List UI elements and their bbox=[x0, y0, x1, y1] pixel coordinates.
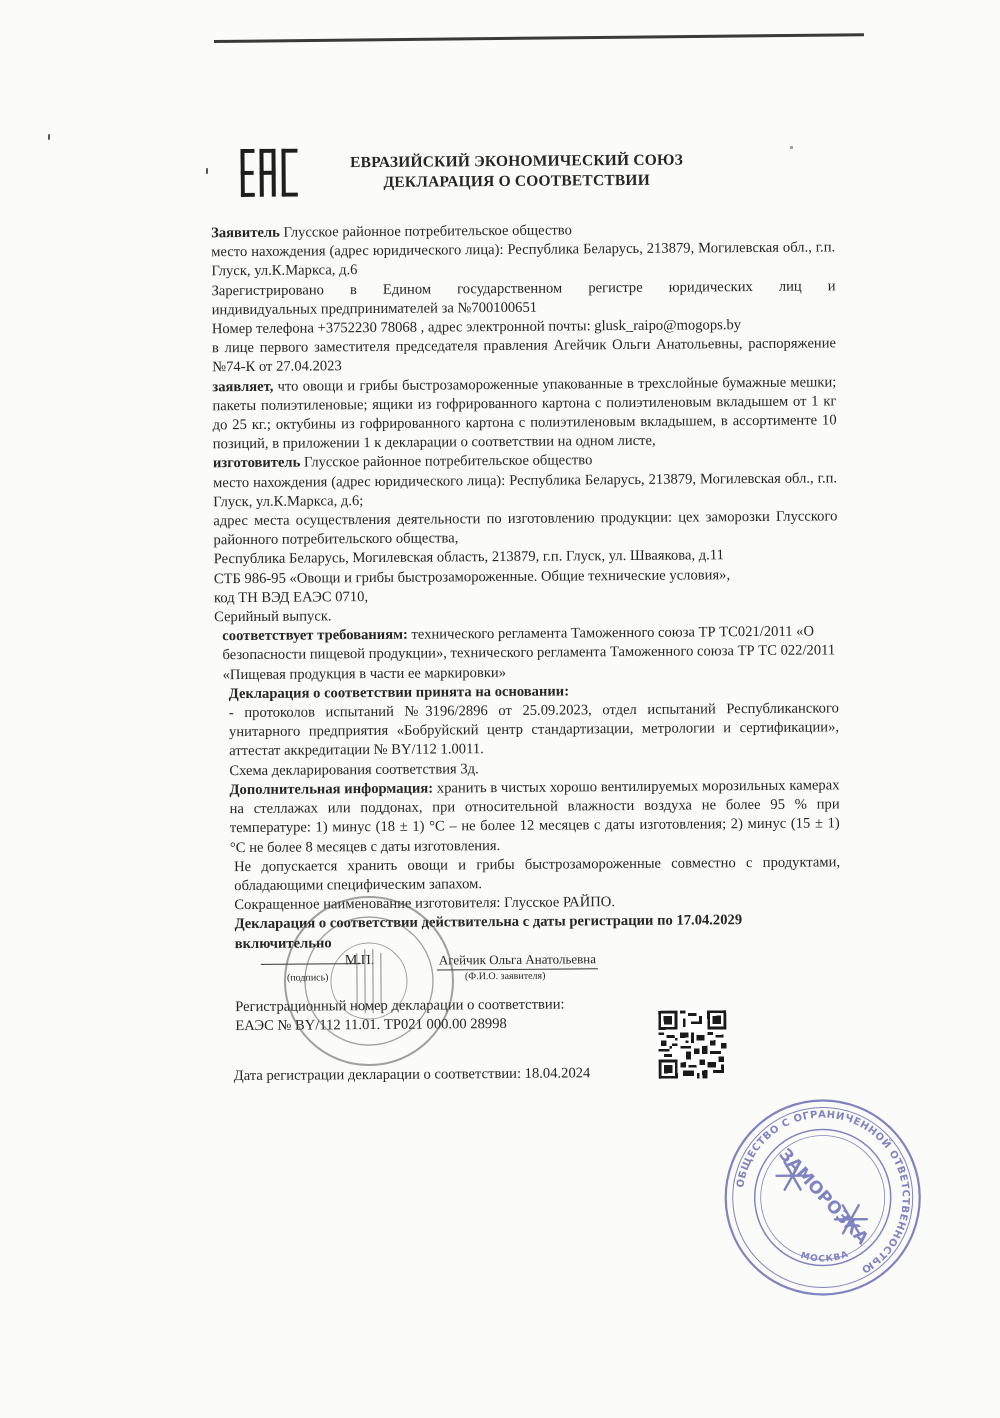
basis-protocols: - протоколов испытаний №3196/2896 от 25.09.2023, отдел испытаний Республиканского унитарного предприятия «Бобруйский центр стандартизации, метрологии и сертификации», аттестат аккредитации № BY/112 1.0011. bbox=[215, 699, 839, 762]
manufacturer-standard: СТБ 986-95 «Овощи и грибы быстрозамороженные. Общие технические условия», bbox=[214, 565, 838, 589]
eac-logo bbox=[240, 149, 298, 197]
signatory-name: Агейчик Ольга Анатольевна bbox=[437, 949, 598, 970]
basis-label: Декларация о соответствии принята на основании: bbox=[229, 683, 569, 702]
declares-paragraph bbox=[212, 373, 837, 455]
manufacturer-production-address-2: Республика Беларусь, Могилевская область, 213879, г.п. Глуск, ул. Шваякова, д.11 bbox=[214, 546, 838, 570]
manufacturer-code: код ТН ВЭД ЕАЭС 0710, bbox=[214, 584, 838, 608]
signatory-name-caption: (Ф.И.О. заявителя) bbox=[465, 966, 546, 986]
organization-seal bbox=[280, 892, 457, 1069]
declares-label: заявляет, bbox=[212, 378, 273, 394]
seal-outer-text: ОБЩЕСТВО С ОГРАНИЧЕННОЙ ОТВЕТСТВЕННОСТЬЮ bbox=[735, 1109, 912, 1276]
seal-city-text: МОСКВА bbox=[799, 1250, 850, 1265]
registration-number: ЕАЭС № BY/112 11.01. ТР021 000.00 28998 bbox=[217, 1012, 841, 1036]
compliance-paragraph bbox=[214, 623, 838, 686]
applicant-label: Заявитель bbox=[211, 225, 280, 242]
compliance-label: соответствует требованиям: bbox=[222, 627, 408, 644]
applicant-name: Глусское районное потребительское общество bbox=[280, 222, 572, 240]
seal-center-text: ЗАМОРОЗКА bbox=[775, 1145, 873, 1250]
declares-text: что овощи и грибы быстрозамороженные упакованные в трехслойные бумажные мешки; пакеты полиэтиленовые; ящики из гофрированного картона с полиэтиленовым вкладышем от 1 кг до 25 кг.; октубины из гофрированного картона с полиэтиленовым вкладышем, в ассортименте 10 позиций, в приложении 1 к декларации о соответствии на одном листе, bbox=[212, 374, 836, 453]
registration-number-label: Регистрационный номер декларации о соответствии: bbox=[217, 993, 841, 1017]
applicant-registered-1: Зарегистрировано в Едином государственном регистре юридических лиц и bbox=[211, 277, 835, 301]
basis-scheme: Схема декларирования соответствия 3д. bbox=[215, 757, 839, 781]
manufacturer-address: место нахождения (адрес юридического лица): Республика Беларусь, 213879, Могилевская обл., г.п. Глуск, ул.К.Маркса, д.6; bbox=[213, 469, 837, 512]
manufacturer-short-name: Сокращенное наименование изготовителя: Глусское РАЙПО. bbox=[216, 891, 840, 915]
header-declaration-title: ДЕКЛАРАЦИЯ О СООТВЕТСТВИИ bbox=[327, 170, 707, 193]
header-union-title: ЕВРАЗИЙСКИЙ ЭКОНОМИЧЕСКИЙ СОЮЗ bbox=[326, 150, 706, 173]
applicant-representative: в лице первого заместителя председателя правления Агейчик Ольги Анатольевны, распоряжение №74-К от 27.04.2023 bbox=[212, 335, 836, 378]
document-header bbox=[326, 150, 706, 193]
manufacturer-label: изготовитель bbox=[213, 455, 301, 472]
qr-code bbox=[658, 1010, 727, 1079]
signature-caption: (подпись) bbox=[287, 968, 329, 988]
registration-date: Дата регистрации декларации о соответствии: 18.04.2024 bbox=[234, 1065, 591, 1085]
applicant-address: место нахождения (адрес юридического лица): Республика Беларусь, 213879, Могилевская обл., г.п. Глуск, ул.К.Маркса, д.6 bbox=[211, 239, 835, 282]
additional-info-warning: Не допускается хранить овощи и грибы быстрозамороженные совместно с продуктами, обладающими специфическим запахом. bbox=[216, 853, 840, 896]
additional-info-storage: хранить в чистых хорошо вентилируемых морозильных камерах на стеллажах или поддонах, при относительной влажности воздуха не более 95 % при температуре: 1) минус (18 ± 1) °С – не более 12 месяцев с даты изготовления; 2) минус (15 ± 1) °С не более 8 месяцев с даты изготовления. bbox=[230, 777, 840, 855]
company-seal-zamorozka bbox=[722, 1097, 924, 1299]
additional-info-label: Дополнительная информация: bbox=[229, 780, 433, 798]
manufacturer-release: Серийный выпуск. bbox=[214, 603, 838, 627]
manufacturer-name: Глусское районное потребительское общество bbox=[300, 453, 592, 471]
manufacturer-production-address: адрес места осуществления деятельности по изготовлению продукции: цех заморозки Глусского районного потребительского общества, bbox=[213, 507, 837, 550]
additional-info-paragraph bbox=[215, 776, 840, 858]
validity-text: Декларация о соответствии действительна с даты регистрации по 17.04.2029 включительно bbox=[234, 912, 742, 951]
applicant-contacts: Номер телефона +3752230 78068 , адрес электронной почты: glusk_raipo@mogops.by bbox=[212, 315, 836, 339]
compliance-text: технического регламента Таможенного союза ТР ТС021/2011 «О безопасности пищевой продукции», технического регламента Таможенного союза ТР ТС 022/2011 «Пищевая продукция в части ее маркировки» bbox=[222, 624, 835, 683]
seal-place-label: М.П. bbox=[345, 951, 375, 970]
applicant-registered-2: индивидуальных предпринимателей за №700100651 bbox=[212, 296, 836, 320]
